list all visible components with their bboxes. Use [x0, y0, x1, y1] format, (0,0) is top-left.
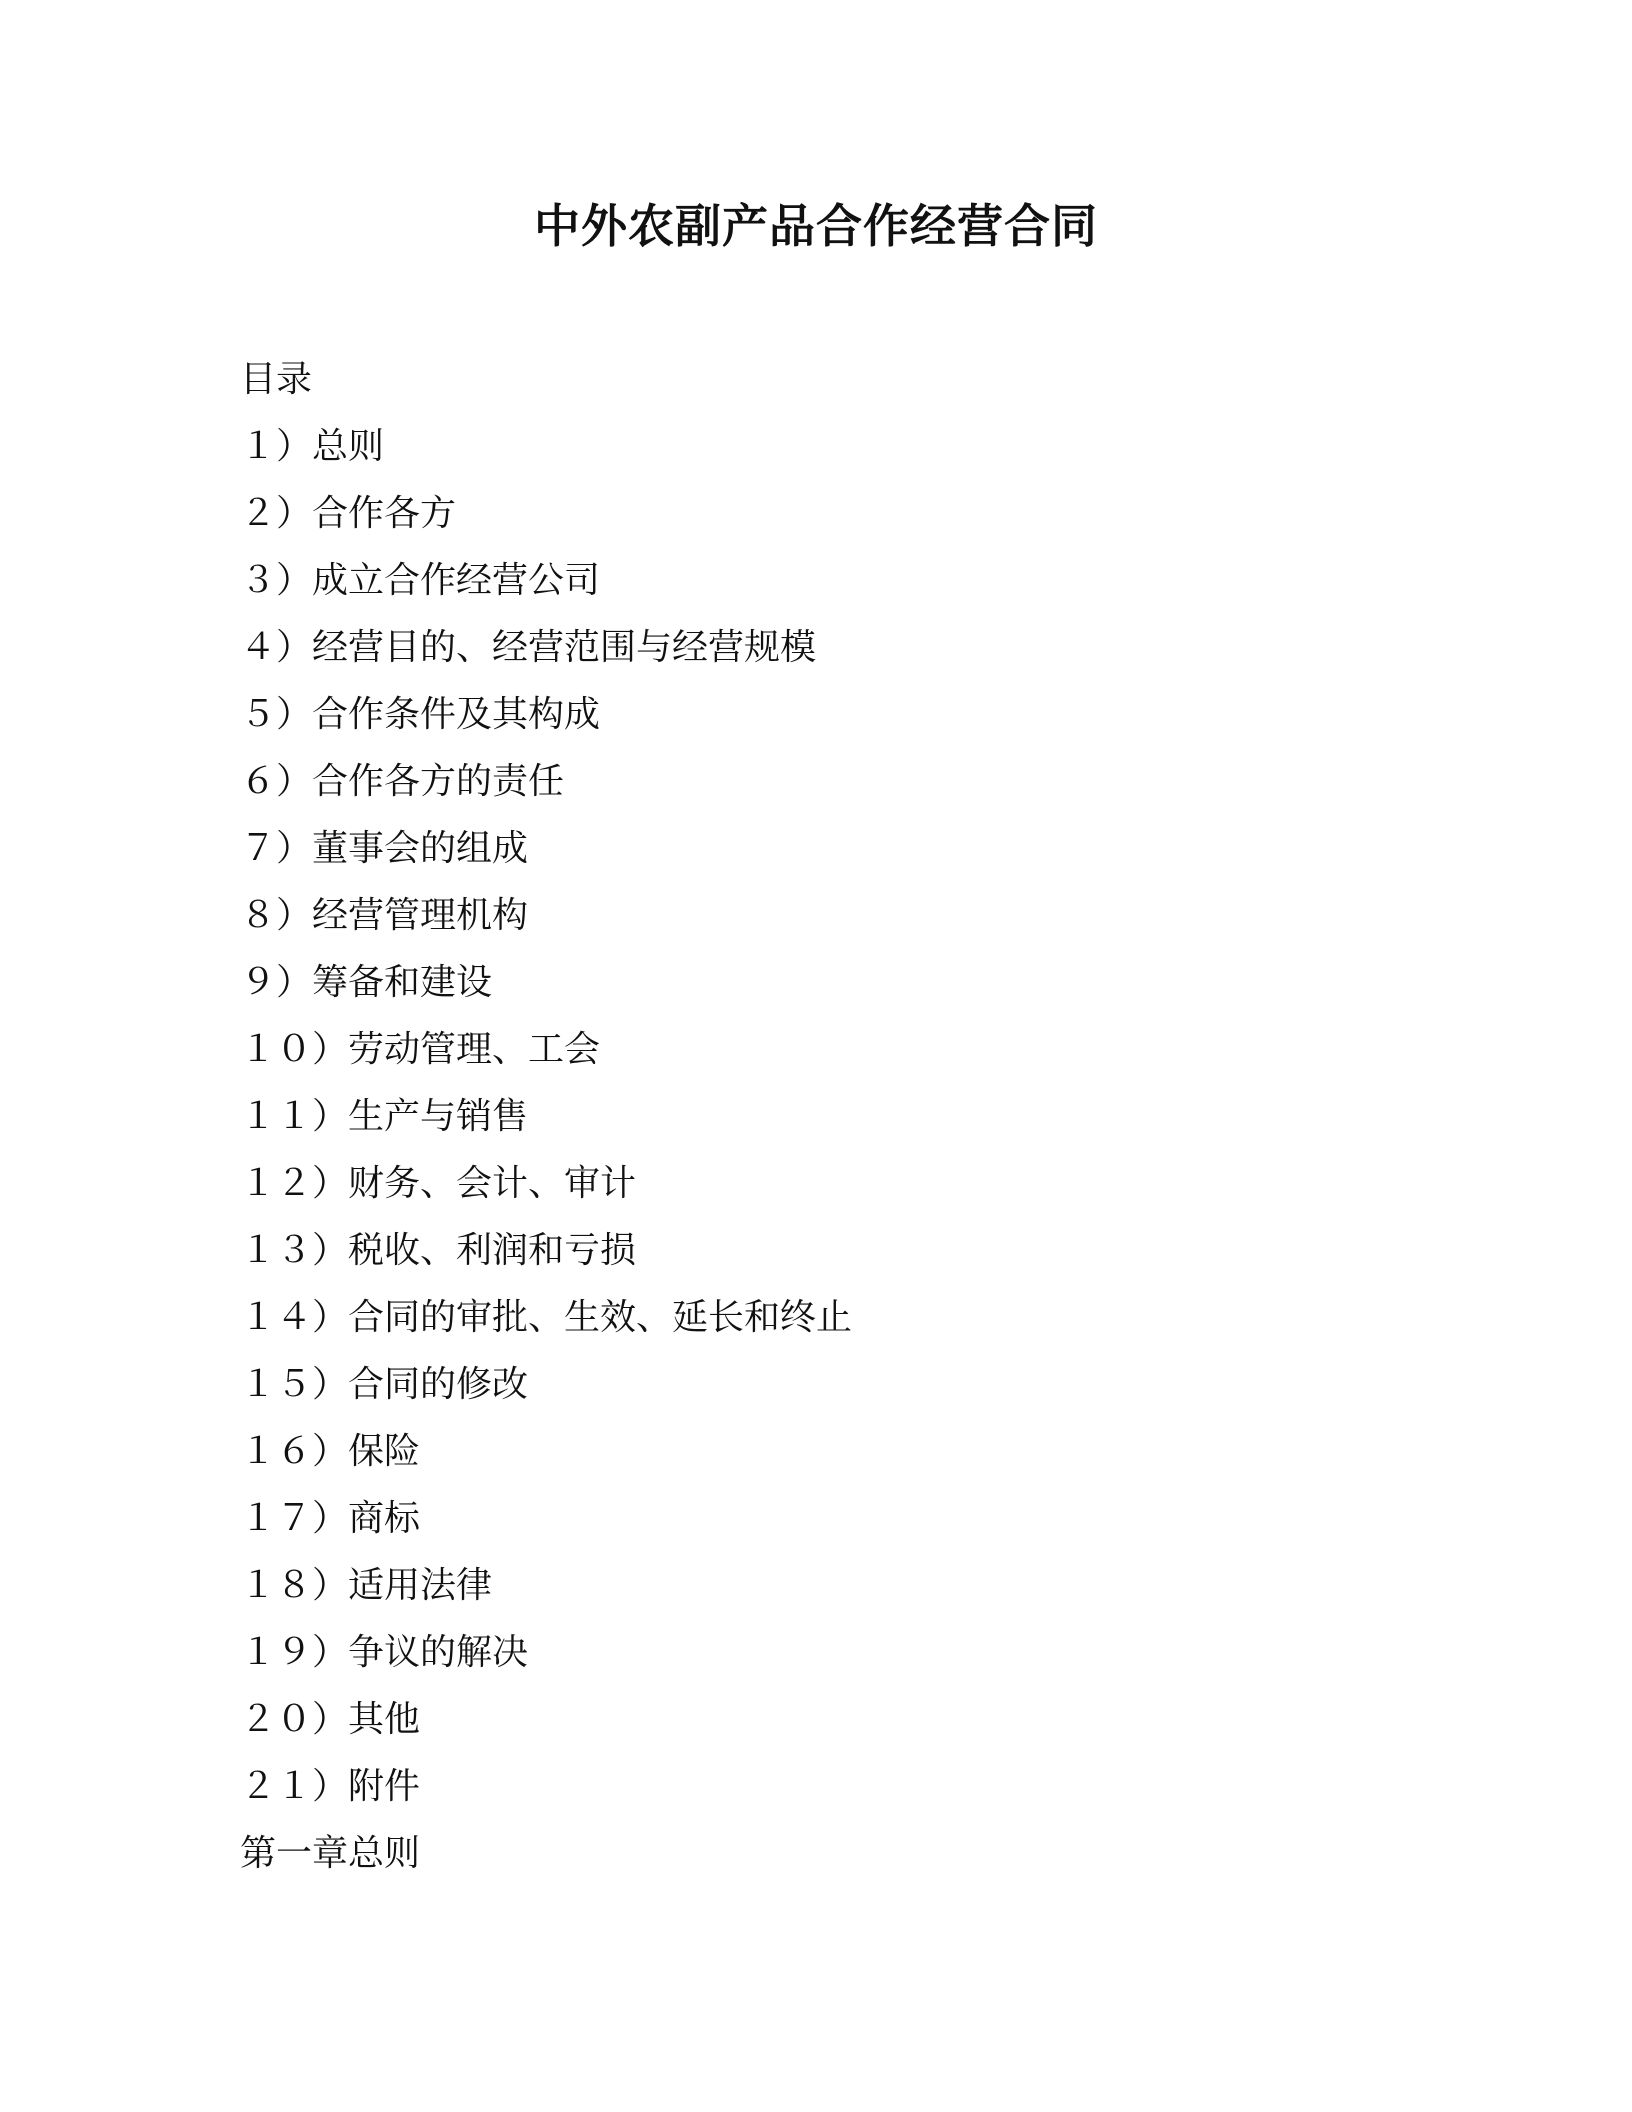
toc-item: ２０）其他	[240, 1699, 421, 1740]
toc-item: １２）财务、会计、审计	[240, 1163, 637, 1204]
toc-item: １３）税收、利润和亏损	[240, 1230, 637, 1271]
toc-heading: 目录	[240, 359, 313, 400]
toc-item: ５）合作条件及其构成	[240, 694, 601, 735]
toc-item: １９）争议的解决	[240, 1632, 529, 1673]
table-of-contents	[240, 346, 1440, 1887]
toc-item: ６）合作各方的责任	[240, 761, 565, 802]
toc-item: ７）董事会的组成	[240, 828, 529, 869]
toc-item: ２）合作各方	[240, 493, 457, 534]
toc-item: ９）筹备和建设	[240, 962, 493, 1003]
chapter-heading: 第一章总则	[240, 1833, 421, 1874]
toc-item: １６）保险	[240, 1431, 421, 1472]
toc-item: ８）经营管理机构	[240, 895, 529, 936]
toc-item: １５）合同的修改	[240, 1364, 529, 1405]
toc-item: ４）经营目的、经营范围与经营规模	[240, 627, 817, 668]
toc-item: １０）劳动管理、工会	[240, 1029, 601, 1070]
toc-item: １１）生产与销售	[240, 1096, 529, 1137]
toc-item: １）总则	[240, 426, 385, 467]
toc-item: １８）适用法律	[240, 1565, 493, 1606]
document-title: 中外农副产品合作经营合同	[534, 199, 1098, 253]
toc-item: ２１）附件	[240, 1766, 421, 1807]
toc-item: ３）成立合作经营公司	[240, 560, 601, 601]
toc-item: １７）商标	[240, 1498, 421, 1539]
toc-item: １４）合同的审批、生效、延长和终止	[240, 1297, 853, 1338]
toc-list	[240, 413, 1440, 1820]
